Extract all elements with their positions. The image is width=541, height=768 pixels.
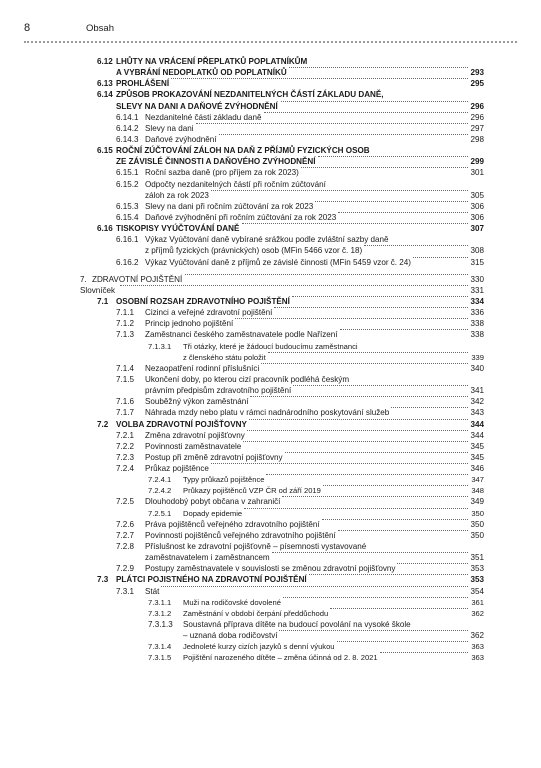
toc-page-number: 331 (470, 285, 484, 295)
toc-entry[interactable] (0, 508, 541, 519)
toc-entry-number: 7.2.1 (116, 430, 135, 440)
toc-entry-title: Daňové zvýhodnění (145, 134, 217, 144)
toc-entry-title: Slevy na dani při ročním zúčtování za rok 2023 (145, 201, 314, 211)
toc-entry[interactable] (0, 530, 541, 541)
toc-entry-title: Muži na rodičovské dovolené (183, 597, 281, 607)
toc-entry-title: Ukončení doby, po kterou cizí pracovník podléhá českým (145, 374, 350, 384)
toc-entry-number: 7.3.1 (116, 586, 135, 596)
toc-page-number: 299 (470, 157, 484, 167)
toc-entry-number: 7.3.1.5 (148, 653, 172, 663)
toc-entry-number: 7.3.1.1 (148, 597, 172, 607)
toc-entry[interactable] (0, 363, 541, 374)
toc-page-number: 354 (470, 586, 484, 596)
dot-leader (249, 419, 468, 420)
toc-entry-title: Průkazy pojištěnců VZP ČR od září 2019 (183, 486, 321, 496)
toc-entry[interactable] (0, 652, 541, 663)
toc-entry-number: 6.15.3 (116, 201, 139, 211)
toc-entry[interactable] (0, 89, 541, 100)
toc-entry-number: 7.2.7 (116, 530, 135, 540)
table-of-contents (0, 56, 541, 664)
toc-page-number: 351 (470, 553, 484, 563)
dot-leader (266, 474, 468, 475)
dot-leader (293, 385, 468, 386)
dot-leader (279, 630, 468, 631)
toc-page-number: 345 (470, 452, 484, 462)
toc-page-number: 361 (471, 597, 484, 607)
toc-entry-number: 7.2.8 (116, 542, 135, 552)
toc-page-number: 301 (470, 168, 484, 178)
toc-entry-number: 7.2.5.1 (148, 508, 172, 518)
toc-page-number: 350 (471, 508, 484, 518)
toc-entry[interactable] (0, 519, 541, 530)
toc-entry-title: Princip jednoho pojištění (145, 319, 234, 329)
toc-entry-number: 7.3 (97, 575, 109, 585)
toc-page-number: 306 (470, 212, 484, 222)
toc-entry-title: právním předpisům zdravotního pojištění (145, 386, 292, 396)
toc-entry[interactable] (0, 541, 541, 552)
dot-leader (397, 563, 468, 564)
toc-entry-title: Souběžný výkon zaměstnání (145, 397, 249, 407)
toc-entry-title: Nezaopatření rodinní příslušníci (145, 363, 260, 373)
toc-entry-title: Daňové zvýhodnění při ročním zúčtování za rok 2023 (145, 212, 337, 222)
dot-leader (413, 257, 468, 258)
toc-entry-title: Postup při změně zdravotní pojišťovny (145, 452, 283, 462)
toc-entry-title: ZDRAVOTNÍ POJIŠTĚNÍ (92, 274, 183, 284)
toc-entry-title: Typy průkazů pojištěnce (183, 475, 265, 485)
toc-entry-number: 7. (80, 274, 87, 284)
toc-entry[interactable] (0, 608, 541, 619)
toc-page-number: 334 (470, 296, 484, 306)
toc-entry[interactable] (0, 430, 541, 441)
toc-entry[interactable] (0, 56, 541, 67)
toc-entry[interactable] (0, 167, 541, 178)
toc-entry-title: ZPŮSOB PROKAZOVÁNÍ NEZDANITELNÝCH ČÁSTÍ ZÁKLADU DANĚ, (116, 90, 384, 100)
toc-page-number: 305 (470, 190, 484, 200)
toc-entry[interactable] (0, 563, 541, 574)
toc-entry-title: Dlouhodobý pobyt občana v zahraničí (145, 497, 281, 507)
toc-entry-title: A VYBRÁNÍ NEDOPLATKŮ OD POPLATNÍKŮ (116, 68, 287, 78)
toc-entry-number: 7.1.7 (116, 408, 135, 418)
dot-leader (289, 67, 468, 68)
toc-entry[interactable] (0, 419, 541, 430)
toc-entry-title: Pojištění narozeného dítěte – změna účinná od 2. 8. 2021 (183, 653, 378, 663)
toc-entry-number: 6.16.1 (116, 235, 139, 245)
toc-entry-title: Povinnosti pojištěnců veřejného zdravotního pojištění (145, 530, 336, 540)
dot-leader (120, 285, 468, 286)
toc-entry-title: zaměstnavatelem i zaměstnancem (145, 553, 270, 563)
dot-leader (338, 212, 468, 213)
toc-page-number: 338 (470, 330, 484, 340)
toc-entry-title: SLEVY NA DANI A DAŇOVÉ ZVÝHODNĚNÍ (116, 101, 278, 111)
toc-page-number: 363 (471, 642, 484, 652)
toc-page-number: 342 (470, 397, 484, 407)
dot-leader (283, 597, 468, 598)
toc-entry-title: Stát (145, 586, 160, 596)
toc-entry[interactable] (0, 201, 541, 212)
dot-leader (211, 463, 468, 464)
toc-entry-title: – uznaná doba rodičovství (183, 631, 278, 641)
toc-page-number: 293 (470, 68, 484, 78)
dot-leader (185, 274, 468, 275)
toc-entry-title: Roční sazba daně (pro příjem za rok 2023) (145, 168, 299, 178)
toc-entry-title: Zaměstnanci českého zaměstnavatele podle Nařízení (145, 330, 338, 340)
toc-entry-number: 6.13 (97, 79, 113, 89)
toc-page-number: 298 (470, 134, 484, 144)
dot-leader (337, 641, 468, 642)
toc-page-number: 296 (470, 101, 484, 111)
toc-entry[interactable] (0, 452, 541, 463)
dot-leader (268, 352, 468, 353)
toc-entry-number: 7.1.4 (116, 363, 135, 373)
toc-entry-title: TISKOPISY VYÚČTOVÁNÍ DANĚ (116, 224, 240, 234)
toc-entry[interactable] (0, 78, 541, 89)
toc-entry-title: z příjmů fyzických (právnických) osob (MFin 5466 vzor č. 18) (145, 246, 363, 256)
dot-leader (391, 407, 468, 408)
toc-entry-number: 6.16.2 (116, 257, 139, 267)
dot-leader (211, 190, 468, 191)
toc-page-number: 353 (470, 564, 484, 574)
toc-entry-title: LHŮTY NA VRÁCENÍ PŘEPLATKŮ POPLATNÍKŮM (116, 57, 308, 66)
toc-page-number: 295 (470, 79, 484, 89)
dot-leader (196, 123, 468, 124)
toc-entry-title: z členského státu položit (183, 352, 266, 362)
toc-page-number: 353 (470, 575, 484, 585)
toc-page-number: 336 (470, 308, 484, 318)
toc-entry-title: Jednoleté kurzy cizích jazyků s denní výukou (183, 642, 335, 652)
toc-entry-title: Příslušnost ke zdravotní pojišťovně – písemnosti vystavované (145, 542, 367, 552)
toc-entry-title: Náhrada mzdy nebo platu v rámci nadnárodního poskytování služeb (145, 408, 390, 418)
toc-entry[interactable] (0, 407, 541, 418)
toc-entry[interactable] (0, 212, 541, 223)
dot-leader (285, 452, 468, 453)
dot-leader (292, 296, 468, 297)
toc-page-number: 362 (470, 631, 484, 641)
toc-page-number: 296 (470, 112, 484, 122)
toc-page-number: 350 (470, 519, 484, 529)
toc-entry-number: 6.15.2 (116, 179, 139, 189)
toc-entry-number: 7.2.5 (116, 497, 135, 507)
toc-entry[interactable] (0, 234, 541, 245)
toc-entry-title: ZE ZÁVISLÉ ČINNOSTI A DAŇOVÉHO ZVÝHODNĚNÍ (116, 157, 316, 167)
toc-entry[interactable] (0, 190, 541, 201)
toc-entry[interactable] (0, 463, 541, 474)
toc-entry[interactable] (0, 396, 541, 407)
toc-page-number: 362 (471, 608, 484, 618)
toc-entry-title: Tři otázky, které je žádoucí budoucímu zaměstnanci (183, 341, 358, 351)
dot-leader (243, 441, 468, 442)
toc-entry-number: 7.2.4.2 (148, 486, 172, 496)
toc-entry[interactable] (0, 329, 541, 340)
dot-leader (264, 112, 468, 113)
page-number: 8 (24, 22, 31, 34)
toc-entry[interactable] (0, 274, 541, 285)
toc-entry[interactable] (0, 496, 541, 507)
dot-leader (315, 201, 468, 202)
toc-page-number: 339 (471, 352, 484, 362)
toc-entry[interactable] (0, 179, 541, 190)
dot-leader (301, 167, 468, 168)
dot-leader (340, 329, 468, 330)
toc-entry[interactable] (0, 134, 541, 145)
toc-entry-title: Výkaz Vyúčtování daně vybírané srážkou podle zvláštní sazby daně (145, 235, 389, 245)
dot-leader (261, 363, 468, 364)
toc-page-number: 345 (470, 441, 484, 451)
toc-entry-number: 6.14.2 (116, 123, 139, 133)
toc-entry[interactable] (0, 441, 541, 452)
toc-entry-number: 6.16 (97, 224, 113, 234)
toc-entry-title: OSOBNÍ ROZSAH ZDRAVOTNÍHO POJIŠTĚNÍ (116, 296, 290, 306)
toc-entry-number: 7.1.3.1 (148, 341, 172, 351)
toc-page-number: 347 (471, 475, 484, 485)
toc-page-number: 330 (470, 274, 484, 284)
dot-leader (242, 223, 468, 224)
running-title: Obsah (86, 23, 114, 34)
toc-entry[interactable] (0, 285, 541, 296)
dot-leader (272, 552, 468, 553)
toc-page-number: 340 (470, 363, 484, 373)
toc-page-number: 338 (470, 319, 484, 329)
toc-entry-title: Odpočty nezdanitelných částí při ročním zúčtování (145, 179, 326, 189)
toc-entry-number: 7.2.9 (116, 564, 135, 574)
dot-leader (161, 586, 468, 587)
toc-entry-number: 6.15 (97, 146, 113, 156)
toc-entry[interactable] (0, 67, 541, 78)
toc-entry[interactable] (0, 552, 541, 563)
toc-entry-title: Průkaz pojištěnce (145, 464, 209, 474)
toc-entry[interactable] (0, 156, 541, 167)
toc-page-number: 350 (470, 530, 484, 540)
toc-entry-number: 7.2.3 (116, 452, 135, 462)
toc-page-number: 344 (470, 419, 484, 429)
toc-entry-number: 7.2 (97, 419, 109, 429)
toc-entry-number: 7.1.3 (116, 330, 135, 340)
toc-entry[interactable] (0, 112, 541, 123)
dot-leader (282, 496, 468, 497)
header-dotted-rule (24, 41, 517, 43)
toc-entry[interactable] (0, 341, 541, 352)
toc-entry-number: 7.1.6 (116, 397, 135, 407)
toc-entry[interactable] (0, 352, 541, 363)
toc-entry[interactable] (0, 145, 541, 156)
toc-entry-title: Povinnosti zaměstnavatele (145, 441, 242, 451)
toc-entry[interactable] (0, 574, 541, 585)
toc-page-number: 344 (470, 430, 484, 440)
dot-leader (244, 508, 468, 509)
toc-entry-number: 6.15.4 (116, 212, 139, 222)
toc-entry-number: 6.14 (97, 90, 113, 100)
toc-entry-number: 7.1.2 (116, 319, 135, 329)
toc-entry-number: 7.3.1.2 (148, 608, 172, 618)
toc-entry-title: Dopady epidemie (183, 508, 243, 518)
toc-entry-number: 7.1 (97, 296, 109, 306)
toc-page-number: 307 (470, 224, 484, 234)
toc-entry-title: Slevy na dani (145, 123, 194, 133)
dot-leader (323, 485, 468, 486)
toc-page-number: 363 (471, 653, 484, 663)
dot-leader (330, 608, 468, 609)
toc-entry-number: 7.2.2 (116, 441, 135, 451)
toc-entry-number: 7.1.1 (116, 308, 135, 318)
dot-leader (171, 78, 468, 79)
toc-entry[interactable] (0, 257, 541, 268)
dot-leader (247, 430, 468, 431)
dot-leader (281, 101, 468, 102)
toc-entry-number: 6.14.1 (116, 112, 139, 122)
toc-entry-title: Změna zdravotní pojišťovny (145, 430, 245, 440)
toc-entry-title: ROČNÍ ZÚČTOVÁNÍ ZÁLOH NA DAŇ Z PŘÍJMŮ FYZICKÝCH OSOB (116, 146, 370, 156)
dot-leader (235, 318, 468, 319)
toc-entry-title: Slovníček (80, 285, 116, 295)
toc-entry[interactable] (0, 318, 541, 329)
toc-entry[interactable] (0, 307, 541, 318)
toc-entry[interactable] (0, 641, 541, 652)
dot-leader (322, 519, 468, 520)
toc-entry-number: 7.2.6 (116, 519, 135, 529)
toc-entry[interactable] (0, 474, 541, 485)
toc-entry[interactable] (0, 385, 541, 396)
toc-page-number: 348 (471, 486, 484, 496)
dot-leader (338, 530, 468, 531)
toc-entry[interactable] (0, 597, 541, 608)
toc-entry-title: Soustavná příprava dítěte na budoucí povolání na vysoké škole (183, 620, 411, 630)
toc-entry-title: Nezdanitelné části základu daně (145, 112, 262, 122)
toc-page-number: 341 (470, 386, 484, 396)
toc-entry-number: 6.12 (97, 57, 113, 66)
toc-entry-number: 6.15.1 (116, 168, 139, 178)
toc-entry-number: 7.3.1.3 (148, 620, 173, 630)
toc-entry-title: Výkaz Vyúčtování daně z příjmů ze závislé činnosti (MFin 5459 vzor č. 24) (145, 257, 412, 267)
running-header (24, 22, 517, 36)
toc-page-number: 297 (470, 123, 484, 133)
dot-leader (219, 134, 468, 135)
toc-entry[interactable] (0, 619, 541, 630)
toc-entry[interactable] (0, 245, 541, 256)
toc-entry[interactable] (0, 485, 541, 496)
dot-leader (250, 396, 468, 397)
toc-page-number: 315 (470, 257, 484, 267)
toc-page-number: 346 (470, 464, 484, 474)
toc-page-number: 306 (470, 201, 484, 211)
dot-leader (380, 652, 468, 653)
toc-entry[interactable] (0, 630, 541, 641)
toc-entry-title: PROHLÁŠENÍ (116, 79, 170, 89)
toc-entry-number: 6.14.3 (116, 134, 139, 144)
toc-entry-number: 7.2.4 (116, 464, 135, 474)
toc-entry-number: 7.2.4.1 (148, 475, 172, 485)
dot-leader (274, 307, 468, 308)
toc-entry-title: Cizinci a veřejné zdravotní pojištění (145, 308, 273, 318)
toc-entry-title: záloh za rok 2023 (145, 190, 209, 200)
toc-entry-title: PLÁTCI POJISTNÉHO NA ZDRAVOTNÍ POJIŠTĚNÍ (116, 575, 307, 585)
toc-page-number: 349 (470, 497, 484, 507)
toc-entry[interactable] (0, 296, 541, 307)
toc-entry[interactable] (0, 223, 541, 234)
toc-entry-number: 7.1.5 (116, 374, 135, 384)
toc-page-number: 308 (470, 246, 484, 256)
toc-entry[interactable] (0, 101, 541, 112)
toc-entry[interactable] (0, 374, 541, 385)
dot-leader (318, 156, 468, 157)
dot-leader (364, 245, 468, 246)
toc-entry-title: Postupy zaměstnavatele v souvislosti se změnou zdravotní pojišťovny (145, 564, 396, 574)
toc-page-number: 343 (470, 408, 484, 418)
toc-entry-title: Zaměstnání v období čerpání předdůchodu (183, 608, 329, 618)
dot-leader (309, 574, 468, 575)
toc-entry[interactable] (0, 123, 541, 134)
toc-entry-title: VOLBA ZDRAVOTNÍ POJIŠŤOVNY (116, 419, 247, 429)
toc-entry[interactable] (0, 586, 541, 597)
toc-entry-title: Práva pojištěnců veřejného zdravotního pojištění (145, 519, 320, 529)
toc-entry-number: 7.3.1.4 (148, 642, 172, 652)
